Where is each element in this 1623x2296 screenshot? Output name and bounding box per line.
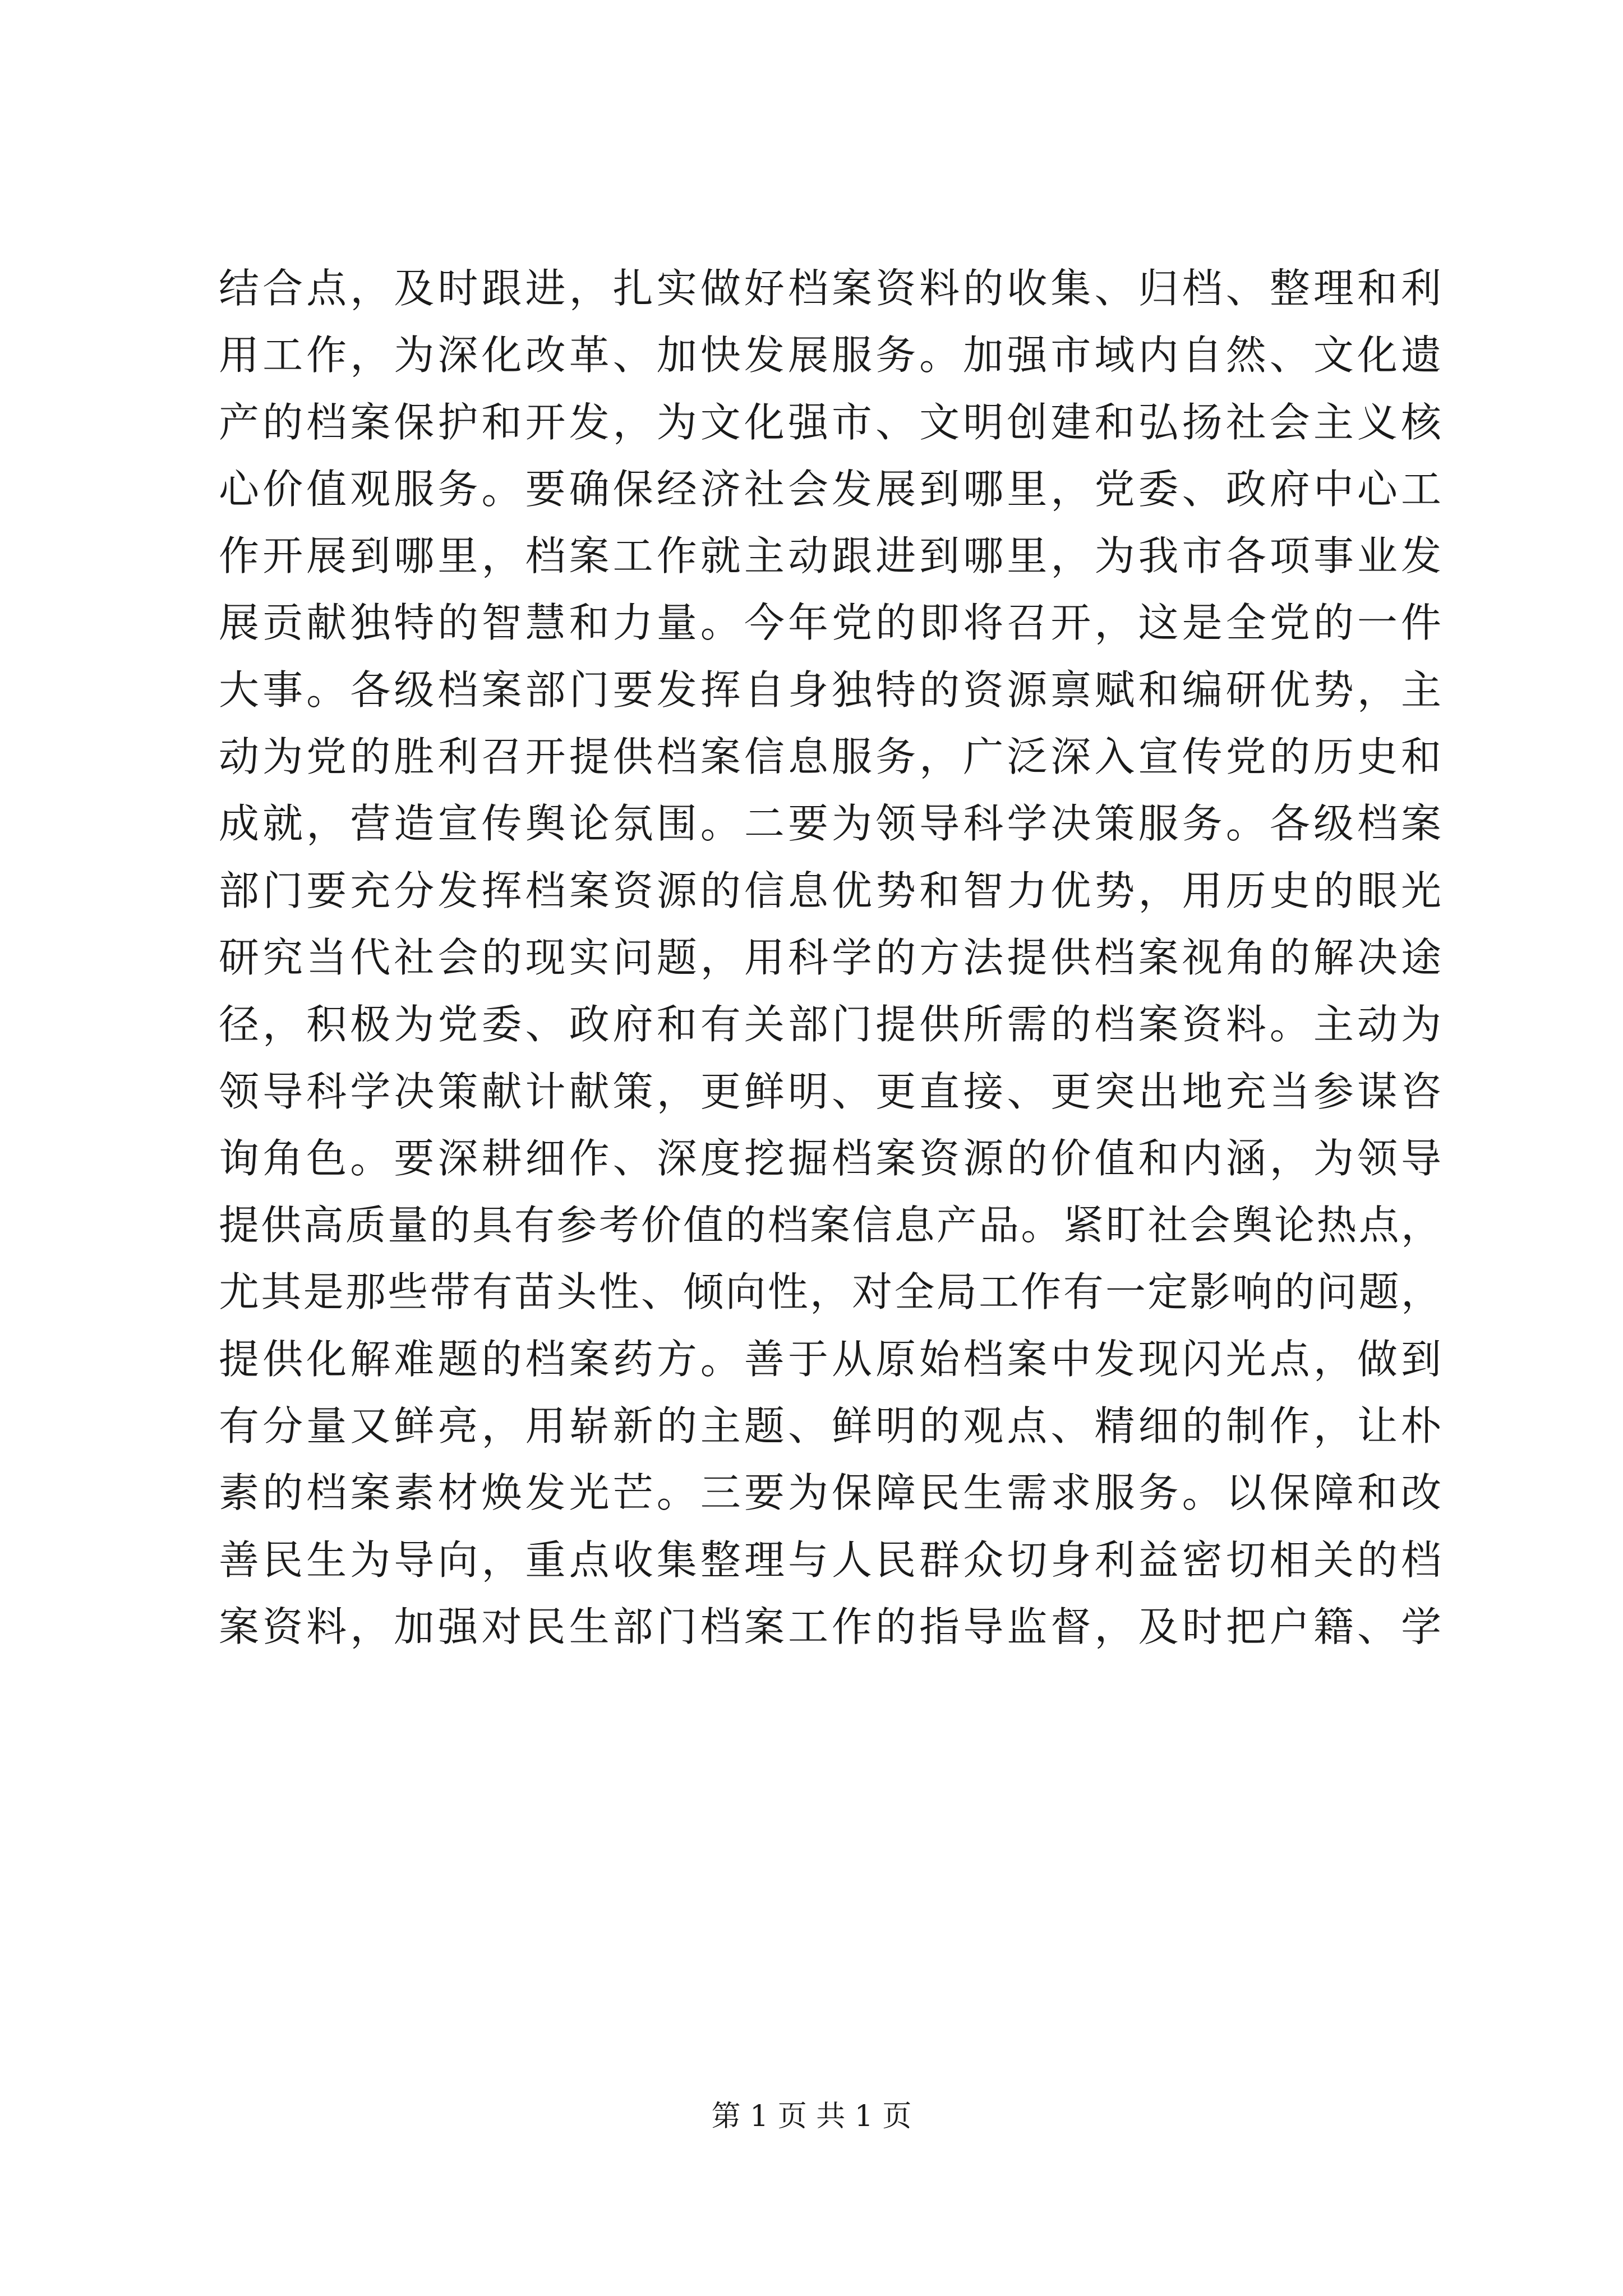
text-line: 案资料，加强对民生部门档案工作的指导监督，及时把户籍、学 xyxy=(219,1603,1441,1650)
text-line: 径，积极为党委、政府和有关部门提供所需的档案资料。主动为 xyxy=(219,1001,1441,1048)
body-paragraph xyxy=(219,255,1441,1660)
text-line: 成就，营造宣传舆论氛围。二要为领导科学决策服务。各级档案 xyxy=(219,800,1441,848)
text-line: 善民生为导向，重点收集整理与人民群众切身利益密切相关的档 xyxy=(219,1536,1441,1584)
page-number-footer: 第 1 页 共 1 页 xyxy=(711,2100,912,2133)
text-line: 大事。各级档案部门要发挥自身独特的资源禀赋和编研优势，主 xyxy=(219,666,1441,714)
text-line: 用工作，为深化改革、加快发展服务。加强市域内自然、文化遗 xyxy=(219,332,1441,379)
text-line: 展贡献独特的智慧和力量。今年党的即将召开，这是全党的一件 xyxy=(219,599,1441,647)
text-line: 部门要充分发挥档案资源的信息优势和智力优势，用历史的眼光 xyxy=(219,867,1441,914)
text-line: 作开展到哪里，档案工作就主动跟进到哪里，为我市各项事业发 xyxy=(219,532,1441,580)
text-line: 提供高质量的具有参考价值的档案信息产品。紧盯社会舆论热点， xyxy=(219,1202,1441,1249)
text-line: 提供化解难题的档案药方。善于从原始档案中发现闪光点，做到 xyxy=(219,1335,1441,1383)
text-line: 动为党的胜利召开提供档案信息服务，广泛深入宣传党的历史和 xyxy=(219,733,1441,781)
text-line: 素的档案素材焕发光芒。三要为保障民生需求服务。以保障和改 xyxy=(219,1469,1441,1517)
text-line: 有分量又鲜亮，用崭新的主题、鲜明的观点、精细的制作，让朴 xyxy=(219,1402,1441,1450)
text-line: 产的档案保护和开发，为文化强市、文明创建和弘扬社会主义核 xyxy=(219,398,1441,446)
text-line: 结合点，及时跟进，扎实做好档案资料的收集、归档、整理和利 xyxy=(219,265,1441,312)
text-line: 领导科学决策献计献策，更鲜明、更直接、更突出地充当参谋咨 xyxy=(219,1068,1441,1115)
text-line: 研究当代社会的现实问题，用科学的方法提供档案视角的解决途 xyxy=(219,933,1441,981)
text-line: 心价值观服务。要确保经济社会发展到哪里，党委、政府中心工 xyxy=(219,465,1441,513)
text-line: 询角色。要深耕细作、深度挖掘档案资源的价值和内涵，为领导 xyxy=(219,1134,1441,1182)
text-line: 尤其是那些带有苗头性、倾向性，对全局工作有一定影响的问题， xyxy=(219,1268,1441,1316)
